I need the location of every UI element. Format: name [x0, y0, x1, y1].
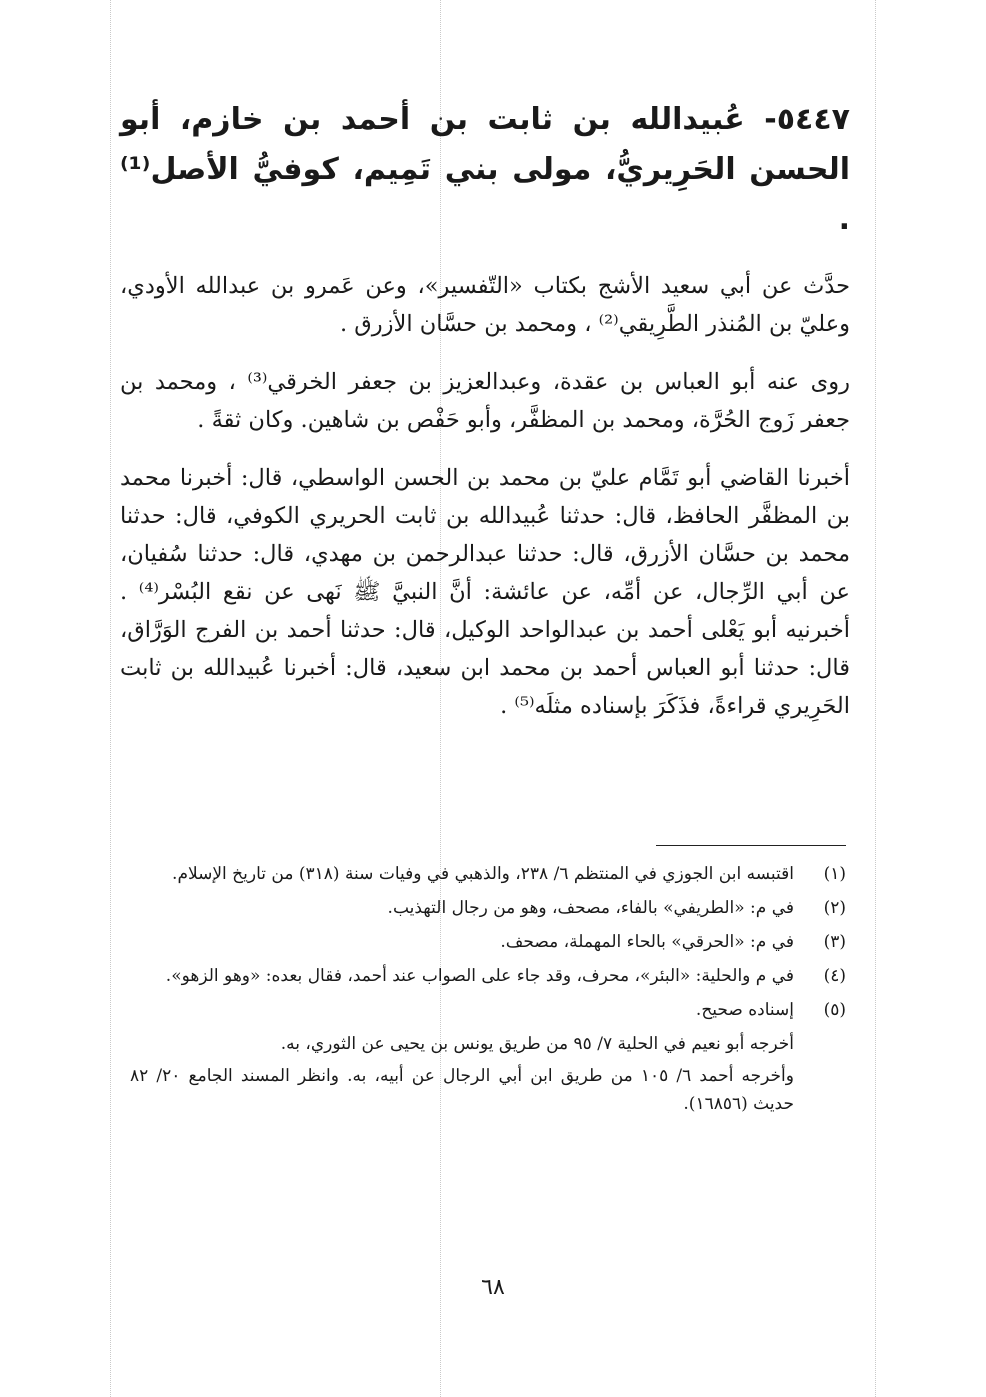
footnote — [130, 894, 846, 922]
footnote — [130, 928, 846, 956]
footnote — [130, 860, 846, 888]
footnote-number: (٤) — [823, 966, 846, 986]
footnote — [130, 962, 846, 990]
scan-guide-line — [110, 0, 111, 1397]
main-text — [120, 95, 850, 745]
footnote-text: اقتبسه ابن الجوزي في المنتظم ٦/ ٢٣٨، والذهبي في وفيات سنة (٣١٨) من تاريخ الإسلام. — [172, 864, 794, 884]
page-number: ٦٨ — [481, 1275, 505, 1300]
footnote-number: (٥) — [823, 1000, 846, 1020]
scan-guide-line — [875, 0, 876, 1397]
footnote-number: (٢) — [823, 898, 846, 918]
paragraph: حدَّث عن أبي سعيد الأشج بكتاب «التّفسير»، وعن عَمرو بن عبدالله الأودي، وعليّ بن المُنذر الطَّرِيقي⁽²⁾ ، ومحمد بن حسَّان الأزرق . — [120, 273, 850, 337]
footnote-text: في م والحلية: «البئر»، محرف، وقد جاء على الصواب عند أحمد، فقال بعده: «وهو الزهو». — [165, 966, 794, 986]
footnotes — [130, 860, 846, 1118]
entry-heading: ٥٤٤٧- عُبيدالله بن ثابت بن أحمد بن خازم، أبو الحسن الحَرِيريُّ، مولى بني تَمِيم، كوفيُّ الأصل⁽¹⁾ . — [120, 102, 850, 237]
footnote-text: إسناده صحيح. — [695, 1000, 794, 1020]
footnote-text: في م: «الحرقي» بالحاء المهملة، مصحف. — [500, 932, 794, 952]
paragraph: روى عنه أبو العباس بن عقدة، وعبدالعزيز بن جعفر الخرقي⁽³⁾ ، ومحمد بن جعفر زَوج الحُرَّة، ومحمد بن المظفَّر، وأبو حَفْص بن شاهين. وكان ثقةً . — [120, 369, 850, 433]
footnote-continuation: وأخرجه أحمد ٦/ ١٠٥ من طريق ابن أبي الرجال عن أبيه، به. وانظر المسند الجامع ٢٠/ ٨٢ حديث (١٦٨٥٦). — [130, 1066, 794, 1114]
footnote-separator — [656, 845, 846, 846]
footnote — [130, 996, 846, 1024]
footnote-number: (١) — [823, 864, 846, 884]
footnote-number: (٣) — [823, 932, 846, 952]
footnote-text: في م: «الطريفي» بالفاء، مصحف، وهو من رجال التهذيب. — [387, 898, 794, 918]
paragraph: أخبرنا القاضي أبو تَمَّام عليّ بن محمد بن الحسن الواسطي، قال: أخبرنا محمد بن المظفَّر الحافظ، قال: حدثنا عُبيدالله بن ثابت الحريري الكوفي، قال: حدثنا محمد بن حسَّان الأزرق، قال: حدثنا عبدالرحمن بن مهدي، قال: حدثنا سُفيان، عن أبي الرِّجال، عن أمِّه، عن عائشة: أنَّ النبيَّ ﷺ نَهى عن نقع البُسْر⁽⁴⁾ . أخبرنيه أبو يَعْلى أحمد بن عبدالواحد الوكيل، قال: حدثنا أحمد بن الفرج الوَرَّاق، قال: حدثنا أبو العباس أحمد بن محمد ابن سعيد، قال: أخبرنا عُبيدالله بن ثابت الحَرِيري قراءةً، فذَكَرَ بإسناده مثلَه⁽⁵⁾ . — [120, 465, 850, 719]
footnote-continuation: أخرجه أبو نعيم في الحلية ٧/ ٩٥ من طريق يونس بن يحيى عن الثوري، به. — [280, 1034, 794, 1054]
